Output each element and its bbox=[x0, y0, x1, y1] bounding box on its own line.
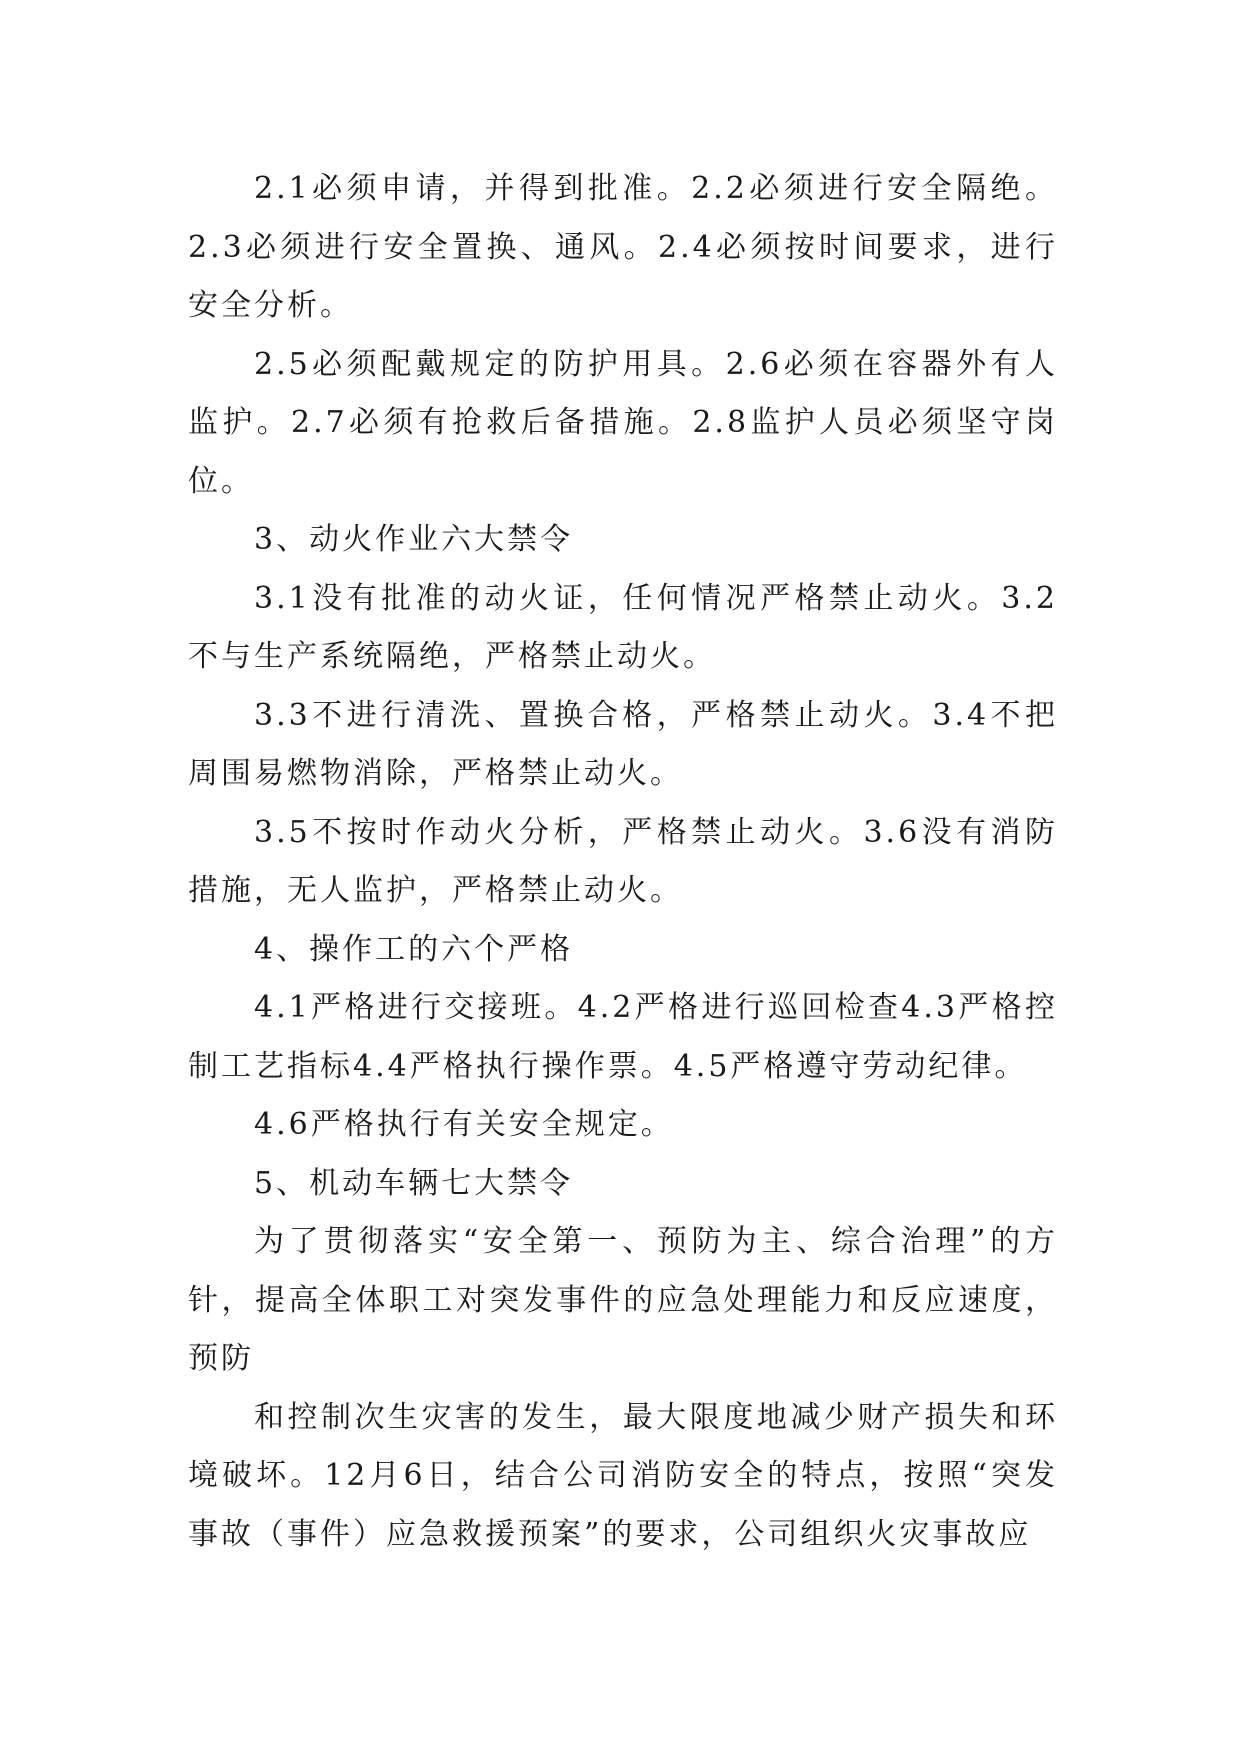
paragraph-hot-work-rules-2: 3.3不进行清洗、置换合格，严格禁止动火。3.4不把周围易燃物消除，严格禁止动火。 bbox=[188, 697, 1058, 791]
paragraph-operator-rules-2: 4.6严格执行有关安全规定。 bbox=[254, 1107, 674, 1142]
paragraph-hot-work-rules-3: 3.5不按时作动火分析，严格禁止动火。3.6没有消防措施，无人监护，严格禁止动火。 bbox=[188, 814, 1058, 908]
paragraph-operator-rules-1: 4.1严格进行交接班。4.2严格进行巡回检查4.3严格控制工艺指标4.4严格执行操作票。4.5严格遵守劳动纪律。 bbox=[188, 990, 1058, 1084]
paragraph-confined-space-rules-2: 2.5必须配戴规定的防护用具。2.6必须在容器外有人监护。2.7必须有抢救后备措施。2.8监护人员必须坚守岗位。 bbox=[188, 346, 1058, 499]
paragraph-hot-work-rules-1: 3.1没有批准的动火证，任何情况严格禁止动火。3.2不与生产系统隔绝，严格禁止动火。 bbox=[188, 580, 1058, 674]
paragraph-drill-intro-1: 为了贯彻落实“安全第一、预防为主、综合治理”的方针，提高全体职工对突发事件的应急处理能力和反应速度，预防 bbox=[188, 1224, 1058, 1376]
heading-hot-work-prohibitions: 3、动火作业六大禁令 bbox=[254, 522, 574, 557]
paragraph-confined-space-rules-1: 2.1必须申请，并得到批准。2.2必须进行安全隔绝。2.3必须进行安全置换、通风。2.4必须按时间要求，进行安全分析。 bbox=[188, 171, 1058, 323]
paragraph-drill-intro-2: 和控制次生灾害的发生，最大限度地减少财产损失和环境破坏。12月6日，结合公司消防安全的特点，按照“突发事故（事件）应急救援预案”的要求，公司组织火灾事故应 bbox=[188, 1399, 1058, 1552]
document-body bbox=[188, 160, 1058, 1564]
heading-operator-rules: 4、操作工的六个严格 bbox=[254, 931, 574, 967]
heading-vehicle-prohibitions: 5、机动车辆七大禁令 bbox=[254, 1165, 574, 1201]
